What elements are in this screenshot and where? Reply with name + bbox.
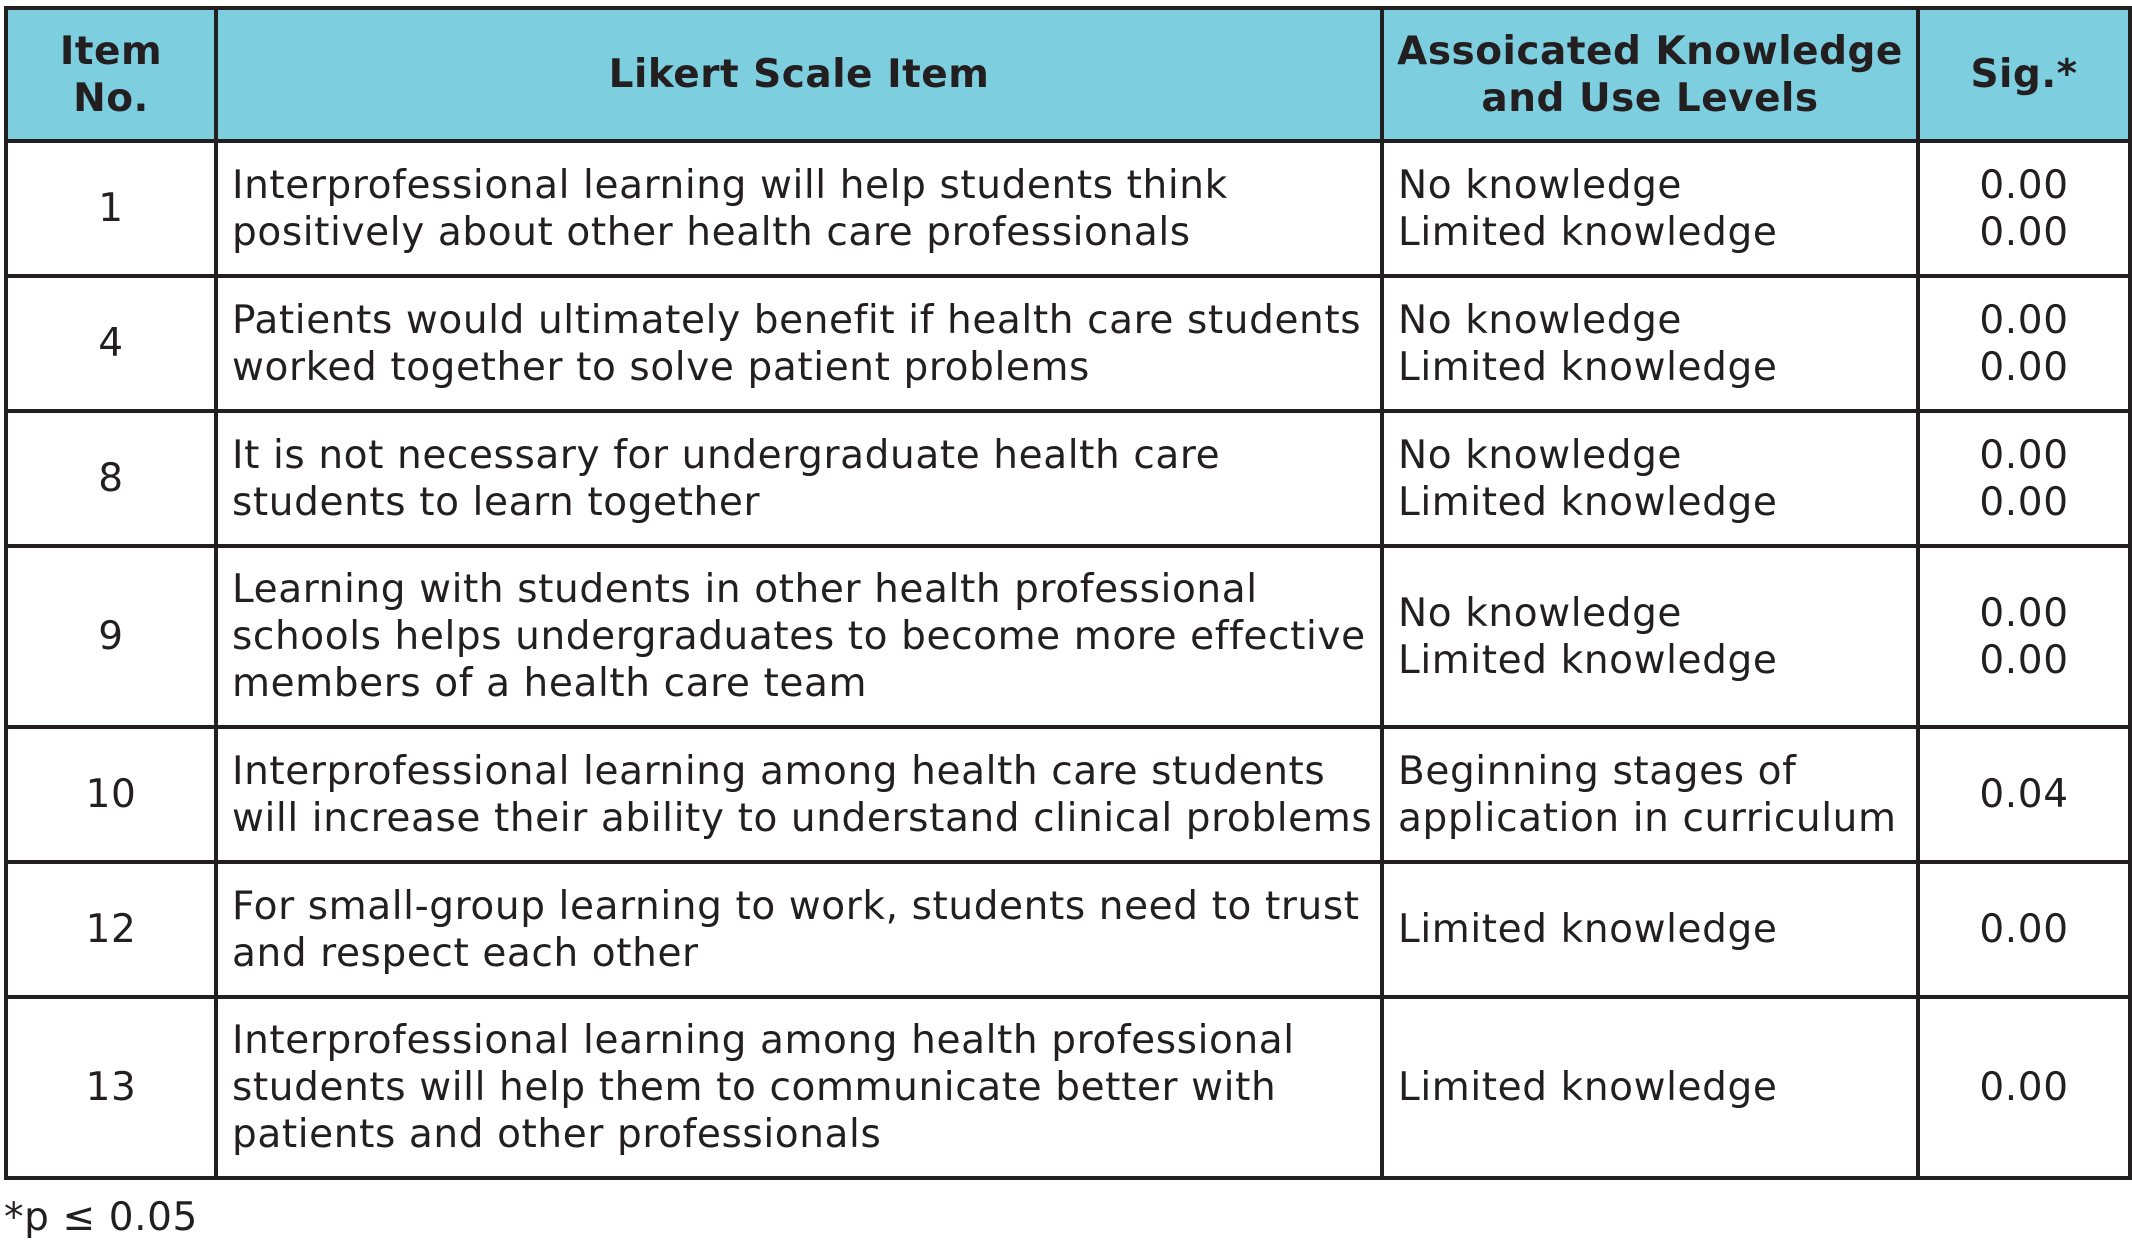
knowledge-level-line: Limited knowledge (1398, 637, 1778, 683)
knowledge-level-line: No knowledge (1398, 297, 1683, 343)
likert-item-text-line: and respect each other (232, 930, 699, 976)
table-row (6, 546, 2130, 727)
significance-cell (1918, 862, 2130, 997)
likert-item-text-line: Interprofessional learning among health care students (232, 748, 1326, 794)
significance-value: 0.00 (1979, 479, 2069, 525)
item-number-cell: 9 (6, 546, 216, 727)
likert-item-text-line: patients and other professionals (232, 1112, 882, 1157)
significance-cell (1918, 141, 2130, 276)
significance-value: 0.04 (1979, 772, 2069, 817)
knowledge-level-line: Limited knowledge (1398, 1065, 1778, 1110)
significance-value: 0.00 (1979, 637, 2069, 683)
likert-item-text-line: positively about other health care professionals (232, 209, 1191, 255)
likert-item-text-line: For small-group learning to work, students need to trust (232, 883, 1360, 929)
knowledge-levels-cell (1382, 546, 1918, 727)
header-sig: Sig.* (1918, 8, 2130, 141)
significance-value: 0.00 (1979, 297, 2069, 343)
knowledge-level-line: Limited knowledge (1398, 344, 1778, 390)
likert-item-text-line: students to learn together (232, 479, 761, 525)
likert-item-text-line: It is not necessary for undergraduate health care (232, 432, 1221, 478)
significance-cell (1918, 546, 2130, 727)
likert-item-text-line: worked together to solve patient problems (232, 344, 1090, 390)
significance-value: 0.00 (1979, 344, 2069, 390)
knowledge-level-line: application in curriculum (1398, 795, 1897, 841)
likert-table-container (4, 6, 2128, 1180)
table-row (6, 997, 2130, 1178)
knowledge-level-line: No knowledge (1398, 590, 1683, 636)
significance-cell (1918, 276, 2130, 411)
likert-item-text-line: schools helps undergraduates to become more effective (232, 614, 1366, 659)
knowledge-level-line: Limited knowledge (1398, 209, 1778, 255)
likert-item-cell (216, 997, 1382, 1178)
table-body (6, 141, 2130, 1178)
knowledge-levels-cell (1382, 141, 1918, 276)
significance-value: 0.00 (1979, 162, 2069, 208)
item-number-cell: 10 (6, 727, 216, 862)
table-row (6, 411, 2130, 546)
knowledge-levels-cell (1382, 411, 1918, 546)
significance-cell (1918, 727, 2130, 862)
likert-item-text-line: Patients would ultimately benefit if health care students (232, 297, 1362, 343)
header-levels (1382, 8, 1918, 141)
table-row (6, 276, 2130, 411)
table-row (6, 141, 2130, 276)
knowledge-level-line: Limited knowledge (1398, 479, 1778, 525)
item-number-cell: 12 (6, 862, 216, 997)
knowledge-level-line: No knowledge (1398, 162, 1683, 208)
likert-item-cell (216, 411, 1382, 546)
likert-item-cell (216, 276, 1382, 411)
knowledge-levels-cell (1382, 862, 1918, 997)
knowledge-levels-cell (1382, 276, 1918, 411)
likert-item-cell (216, 862, 1382, 997)
header-item-no-line2: No. (73, 75, 149, 121)
table-row (6, 862, 2130, 997)
likert-item-cell (216, 546, 1382, 727)
knowledge-level-line: No knowledge (1398, 432, 1683, 478)
item-number-cell: 13 (6, 997, 216, 1178)
significance-value: 0.00 (1979, 432, 2069, 478)
likert-item-cell (216, 141, 1382, 276)
significance-cell (1918, 411, 2130, 546)
significance-value: 0.00 (1979, 590, 2069, 636)
header-levels-line2: and Use Levels (1481, 75, 1819, 121)
header-row (6, 8, 2130, 141)
item-number-cell: 8 (6, 411, 216, 546)
footnote: *p ≤ 0.05 (4, 1195, 198, 1240)
knowledge-level-line: Beginning stages of (1398, 748, 1797, 794)
likert-item-cell (216, 727, 1382, 862)
header-likert-item: Likert Scale Item (216, 8, 1382, 141)
significance-value: 0.00 (1979, 907, 2069, 952)
knowledge-levels-cell (1382, 727, 1918, 862)
likert-table (4, 6, 2132, 1180)
header-item-no-line1: Item (59, 28, 163, 74)
likert-item-text-line: Interprofessional learning will help students think (232, 162, 1228, 208)
knowledge-level-line: Limited knowledge (1398, 907, 1778, 952)
header-item-no (6, 8, 216, 141)
table-row (6, 727, 2130, 862)
item-number-cell: 4 (6, 276, 216, 411)
likert-item-text-line: Learning with students in other health professional (232, 567, 1258, 612)
item-number-cell: 1 (6, 141, 216, 276)
likert-item-text-line: will increase their ability to understand clinical problems (232, 795, 1373, 841)
likert-item-text-line: students will help them to communicate better with (232, 1065, 1277, 1110)
likert-item-text-line: members of a health care team (232, 661, 868, 706)
significance-cell (1918, 997, 2130, 1178)
header-levels-line1: Assoicated Knowledge (1397, 28, 1903, 74)
significance-value: 0.00 (1979, 209, 2069, 255)
knowledge-levels-cell (1382, 997, 1918, 1178)
significance-value: 0.00 (1979, 1065, 2069, 1110)
likert-item-text-line: Interprofessional learning among health professional (232, 1018, 1295, 1063)
